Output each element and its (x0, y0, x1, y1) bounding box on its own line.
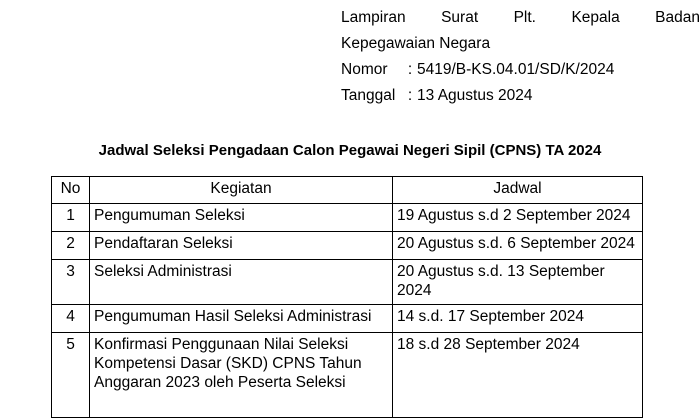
lampiran-word: Kepala (571, 9, 620, 26)
nomor-label: Nomor (341, 61, 388, 78)
nomor-value: 5419/B-KS.04.01/SD/K/2024 (417, 61, 615, 78)
row-no: 4 (52, 305, 90, 333)
lampiran-line-1 (341, 6, 700, 32)
nomor-colon: : (407, 61, 413, 78)
nomor-line (341, 58, 700, 84)
row-jadwal: 20 Agustus s.d. 6 September 2024 (393, 232, 643, 260)
tanggal-label: Tanggal (341, 87, 396, 104)
row-no: 1 (52, 204, 90, 232)
table-row (52, 204, 643, 232)
row-no: 3 (52, 260, 90, 305)
row-jadwal: 20 Agustus s.d. 13 September 2024 (393, 260, 643, 305)
tanggal-line (341, 84, 700, 110)
tanggal-colon: : (407, 87, 413, 104)
header-no: No (52, 177, 90, 204)
row-kegiatan: Pengumuman Seleksi (90, 204, 393, 232)
row-kegiatan: Seleksi Administrasi (90, 260, 393, 305)
header-kegiatan: Kegiatan (90, 177, 393, 204)
row-no: 5 (52, 333, 90, 418)
table-row (52, 232, 643, 260)
row-jadwal: 18 s.d 28 September 2024 (393, 333, 643, 418)
lampiran-word: Surat (441, 9, 479, 26)
lampiran-line-2: Kepegawaian Negara (341, 35, 491, 52)
row-jadwal: 19 Agustus s.d 2 September 2024 (393, 204, 643, 232)
row-jadwal: 14 s.d. 17 September 2024 (393, 305, 643, 333)
lampiran-word: Plt. (513, 9, 536, 26)
lampiran-header (341, 6, 700, 110)
row-no: 2 (52, 232, 90, 260)
table-row (52, 333, 643, 418)
schedule-table (51, 176, 643, 418)
row-kegiatan: Pengumuman Hasil Seleksi Administrasi (90, 305, 393, 333)
table-row (52, 260, 643, 305)
lampiran-word: Lampiran (341, 9, 406, 26)
row-kegiatan: Pendaftaran Seleksi (90, 232, 393, 260)
document-title: Jadwal Seleksi Pengadaan Calon Pegawai Negeri Sipil (CPNS) TA 2024 (98, 142, 602, 159)
row-kegiatan: Konfirmasi Penggunaan Nilai Seleksi Kompetensi Dasar (SKD) CPNS Tahun Anggaran 2023 oleh Peserta Seleksi (90, 333, 393, 418)
table-header-row (52, 177, 643, 204)
header-jadwal: Jadwal (393, 177, 643, 204)
tanggal-value: 13 Agustus 2024 (417, 87, 533, 104)
table-row (52, 305, 643, 333)
lampiran-word: Badan (655, 9, 700, 26)
